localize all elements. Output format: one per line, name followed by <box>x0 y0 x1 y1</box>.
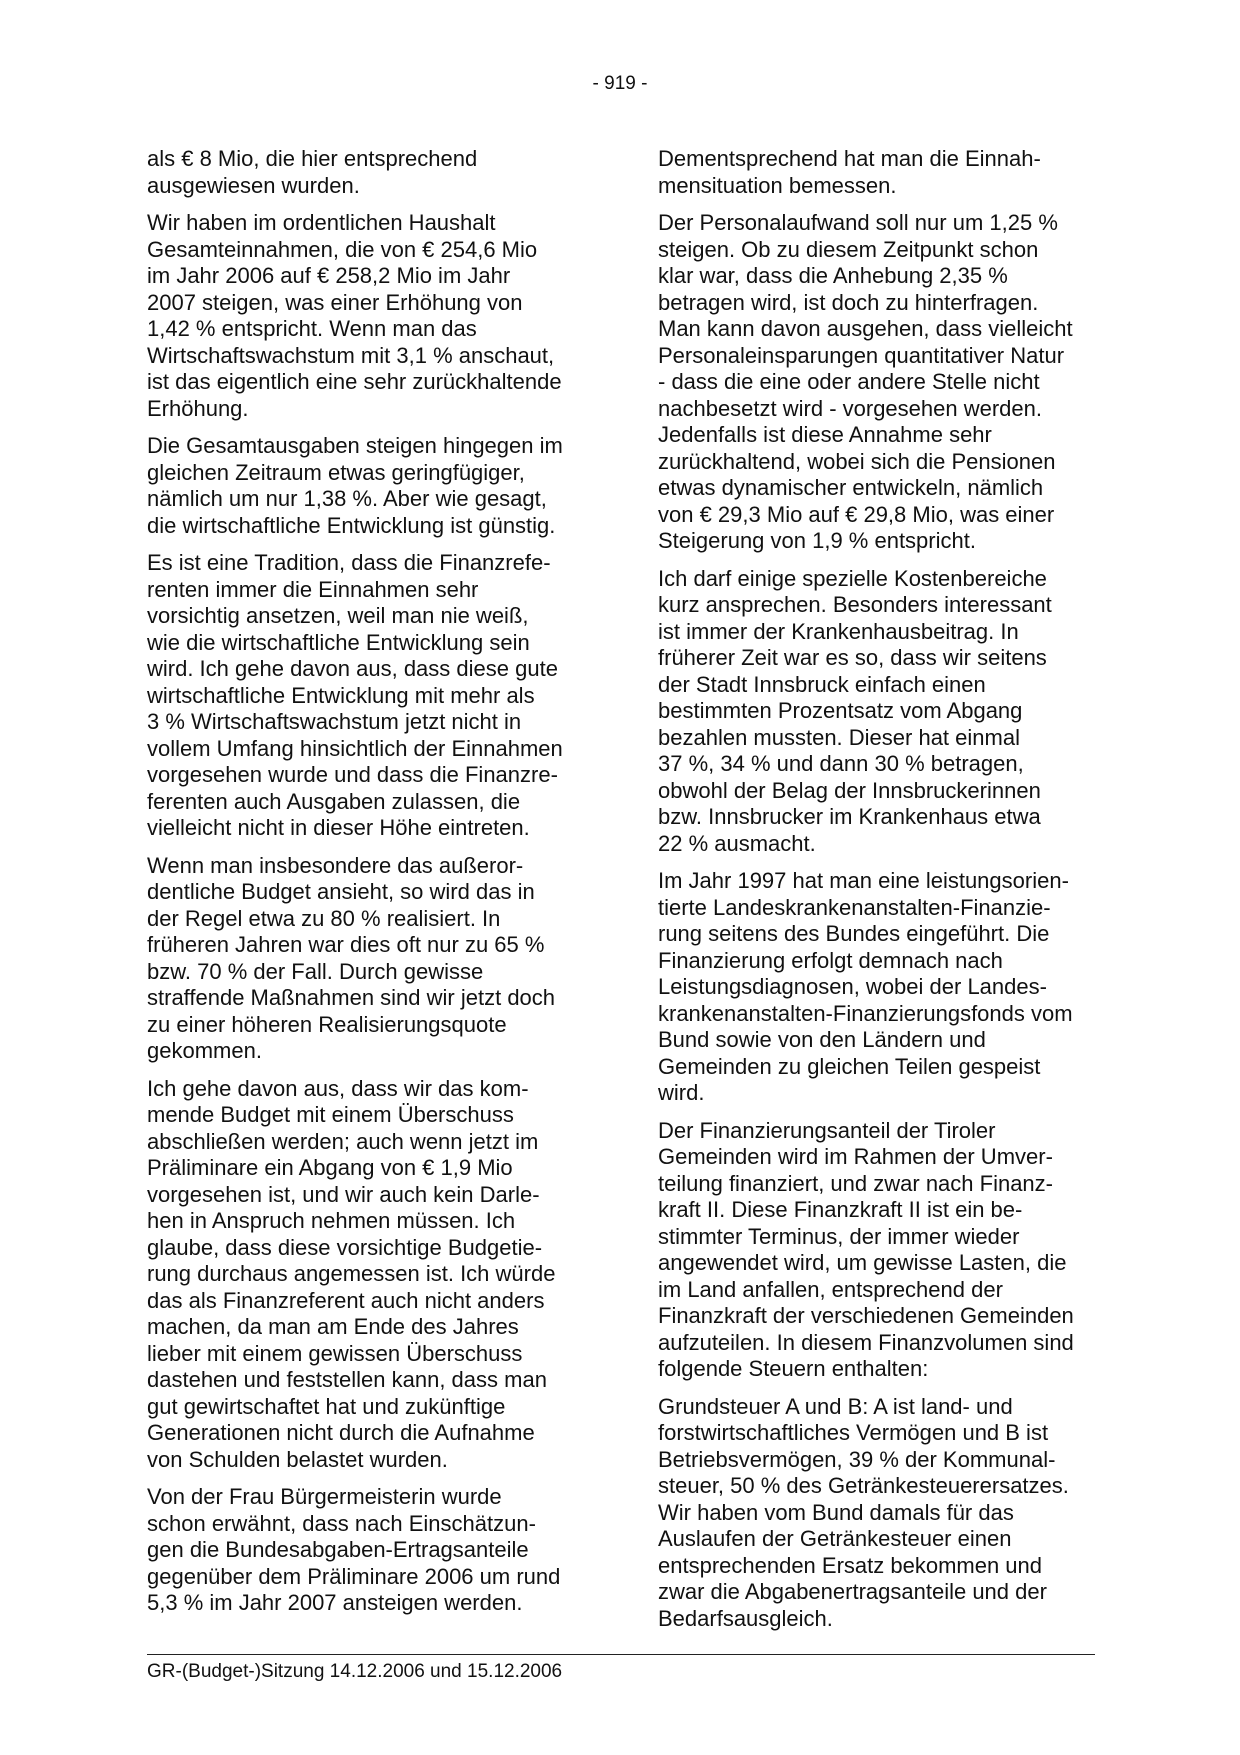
text-line: Die Gesamtausgaben steigen hingegen im <box>147 433 563 458</box>
text-line: klar war, dass die Anhebung 2,35 % <box>658 263 1008 288</box>
text-line: zurückhaltend, wobei sich die Pensionen <box>658 448 1056 474</box>
text-line: der Stadt Innsbruck einfach einen <box>658 671 986 697</box>
footer-rule <box>147 1654 1095 1655</box>
text-line: abschließen werden; auch wenn jetzt im <box>147 1128 539 1154</box>
left-column <box>147 146 602 1628</box>
text-line: nämlich um nur 1,38 %. Aber wie gesagt, <box>147 486 547 511</box>
text-line: renten immer die Einnahmen sehr <box>147 576 479 602</box>
text-line: - dass die eine oder andere Stelle nicht <box>658 369 1040 394</box>
text-line: bzw. Innsbrucker im Krankenhaus etwa <box>658 804 1041 829</box>
text-line: Der Finanzierungsanteil der Tiroler <box>658 1117 996 1143</box>
text-line: Im Jahr 1997 hat man eine leistungsorien- <box>658 868 1069 893</box>
text-line: Ich darf einige spezielle Kostenbereiche <box>658 565 1047 591</box>
text-line: das als Finanzreferent auch nicht anders <box>147 1287 545 1313</box>
text-line: dastehen und feststellen kann, dass man <box>147 1367 547 1392</box>
text-line: betragen wird, ist doch zu hinterfragen. <box>658 289 1039 315</box>
text-line: zwar die Abgabenertragsanteile und der <box>658 1579 1047 1604</box>
text-line: von Schulden belastet wurden. <box>147 1446 448 1472</box>
text-line: Es ist eine Tradition, dass die Finanzrefe- <box>147 550 551 575</box>
text-line: mende Budget mit einem Überschuss <box>147 1102 514 1127</box>
paragraph <box>658 868 1113 1107</box>
text-line: Erhöhung. <box>147 395 249 421</box>
text-line: 3 % Wirtschaftswachstum jetzt nicht in <box>147 709 522 734</box>
text-line: folgende Steuern enthalten: <box>658 1356 929 1381</box>
text-line: kraft II. Diese Finanzkraft II ist ein be- <box>658 1197 1023 1222</box>
text-line: bezahlen mussten. Dieser hat einmal <box>658 724 1020 750</box>
text-line: Wenn man insbesondere das außeror- <box>147 852 524 878</box>
text-line: kurz ansprechen. Besonders interessant <box>658 592 1052 617</box>
text-line: gleichen Zeitraum etwas geringfügiger, <box>147 459 525 485</box>
paragraph <box>658 1394 1113 1633</box>
text-line: früheren Jahren war dies oft nur zu 65 % <box>147 932 545 957</box>
text-line: Von der Frau Bürgermeisterin wurde <box>147 1484 502 1509</box>
text-line: Betriebsvermögen, 39 % der Kommunal- <box>658 1446 1056 1472</box>
text-line: entsprechenden Ersatz bekommen und <box>658 1552 1043 1578</box>
text-line: vollem Umfang hinsichtlich der Einnahmen <box>147 735 563 761</box>
text-line: Grundsteuer A und B: A ist land- und <box>658 1393 1013 1419</box>
text-line: Gemeinden wird im Rahmen der Umver- <box>658 1144 1053 1169</box>
text-line: etwas dynamischer entwickeln, nämlich <box>658 475 1044 500</box>
text-line: Jedenfalls ist diese Annahme sehr <box>658 422 992 447</box>
text-line: von € 29,3 Mio auf € 29,8 Mio, was einer <box>658 501 1055 527</box>
text-line: mensituation bemessen. <box>658 172 897 198</box>
text-line: 5,3 % im Jahr 2007 ansteigen werden. <box>147 1590 523 1615</box>
text-line: 1,42 % entspricht. Wenn man das <box>147 316 477 341</box>
text-line: Gesamteinnahmen, die von € 254,6 Mio <box>147 236 538 262</box>
text-line: schon erwähnt, dass nach Einschätzun- <box>147 1510 536 1536</box>
text-line: die wirtschaftliche Entwicklung ist günstig. <box>147 512 556 538</box>
right-column <box>658 146 1113 1643</box>
paragraph <box>147 1484 602 1617</box>
text-line: Gemeinden zu gleichen Teilen gespeist <box>658 1053 1041 1079</box>
text-line: wird. Ich gehe davon aus, dass diese gute <box>147 656 558 681</box>
text-line: Steigerung von 1,9 % entspricht. <box>658 528 976 553</box>
text-line: als € 8 Mio, die hier entsprechend <box>147 146 478 171</box>
text-line: krankenanstalten-Finanzierungsfonds vom <box>658 1000 1073 1026</box>
text-line: ist immer der Krankenhausbeitrag. In <box>658 618 1019 644</box>
text-line: Dementsprechend hat man die Einnah- <box>658 146 1041 171</box>
text-line: Finanzkraft der verschiedenen Gemeinden <box>658 1303 1074 1328</box>
text-line: machen, da man am Ende des Jahres <box>147 1314 519 1339</box>
text-line: wirtschaftliche Entwicklung mit mehr als <box>147 682 535 708</box>
text-line: ferenten auch Ausgaben zulassen, die <box>147 788 521 814</box>
text-line: aufzuteilen. In diesem Finanzvolumen sind <box>658 1329 1074 1355</box>
text-line: Bund sowie von den Ländern und <box>658 1027 986 1052</box>
text-line: gen die Bundesabgaben-Ertragsanteile <box>147 1537 529 1562</box>
text-line: vorgesehen ist, und wir auch kein Darle- <box>147 1181 540 1207</box>
text-line: Präliminare ein Abgang von € 1,9 Mio <box>147 1155 513 1180</box>
text-line: 2007 steigen, was einer Erhöhung von <box>147 289 523 315</box>
paragraph <box>147 550 602 842</box>
text-line: ausgewiesen wurden. <box>147 172 360 198</box>
text-line: wie die wirtschaftliche Entwicklung sein <box>147 629 530 655</box>
text-line: gut gewirtschaftet hat und zukünftige <box>147 1393 506 1419</box>
text-line: forstwirtschaftliches Vermögen und B ist <box>658 1420 1049 1445</box>
text-line: gekommen. <box>147 1038 262 1063</box>
text-line: 22 % ausmacht. <box>658 830 816 856</box>
text-line: Generationen nicht durch die Aufnahme <box>147 1420 535 1445</box>
text-line: Leistungsdiagnosen, wobei der Landes- <box>658 974 1047 999</box>
text-line: Wirtschaftswachstum mit 3,1 % anschaut, <box>147 342 555 368</box>
text-line: nachbesetzt wird - vorgesehen werden. <box>658 395 1042 421</box>
text-line: lieber mit einem gewissen Überschuss <box>147 1340 523 1366</box>
paragraph <box>147 210 602 422</box>
text-line: Finanzierung erfolgt demnach nach <box>658 947 1003 973</box>
text-line: hen in Anspruch nehmen müssen. Ich <box>147 1208 516 1233</box>
text-line: steuer, 50 % des Getränkesteuerersatzes. <box>658 1473 1069 1498</box>
text-line: wird. <box>658 1080 705 1105</box>
text-line: obwohl der Belag der Innsbruckerinnen <box>658 777 1041 803</box>
text-line: glaube, dass diese vorsichtige Budgetie- <box>147 1234 543 1260</box>
text-line: rung durchaus angemessen ist. Ich würde <box>147 1261 556 1286</box>
paragraph <box>658 146 1113 199</box>
paragraph <box>658 1118 1113 1383</box>
paragraph <box>147 1076 602 1474</box>
paragraph <box>147 433 602 539</box>
text-line: Wir haben im ordentlichen Haushalt <box>147 210 496 235</box>
paragraph <box>147 146 602 199</box>
text-line: der Regel etwa zu 80 % realisiert. In <box>147 905 501 931</box>
paragraph <box>658 210 1113 555</box>
text-line: stimmter Terminus, der immer wieder <box>658 1223 1020 1249</box>
text-line: Personaleinsparungen quantitativer Natur <box>658 342 1065 368</box>
text-line: bzw. 70 % der Fall. Durch gewisse <box>147 958 484 984</box>
text-line: Ich gehe davon aus, dass wir das kom- <box>147 1075 529 1101</box>
text-line: im Jahr 2006 auf € 258,2 Mio im Jahr <box>147 263 511 288</box>
text-line: vielleicht nicht in dieser Höhe eintreten. <box>147 815 530 840</box>
text-line: Man kann davon ausgehen, dass vielleicht <box>658 316 1073 341</box>
text-line: Bedarfsausgleich. <box>658 1605 833 1631</box>
text-line: straffende Maßnahmen sind wir jetzt doch <box>147 985 556 1010</box>
paragraph <box>147 853 602 1065</box>
text-line: teilung finanziert, und zwar nach Finanz- <box>658 1170 1053 1196</box>
text-line: steigen. Ob zu diesem Zeitpunkt schon <box>658 236 1039 262</box>
text-line: bestimmten Prozentsatz vom Abgang <box>658 698 1023 723</box>
text-line: im Land anfallen, entsprechend der <box>658 1276 1003 1302</box>
text-line: zu einer höheren Realisierungsquote <box>147 1011 507 1037</box>
paragraph <box>658 566 1113 858</box>
text-line: rung seitens des Bundes eingeführt. Die <box>658 921 1050 946</box>
text-line: angewendet wird, um gewisse Lasten, die <box>658 1250 1067 1275</box>
text-line: gegenüber dem Präliminare 2006 um rund <box>147 1563 561 1589</box>
text-line: tierte Landeskrankenanstalten-Finanzie- <box>658 894 1051 920</box>
text-line: 37 %, 34 % und dann 30 % betragen, <box>658 751 1024 776</box>
text-line: Wir haben vom Bund damals für das <box>658 1499 1014 1525</box>
text-line: ist das eigentlich eine sehr zurückhaltende <box>147 369 562 394</box>
footer-text: GR-(Budget-)Sitzung 14.12.2006 und 15.12.2006 <box>147 1661 563 1682</box>
text-line: vorgesehen wurde und dass die Finanzre- <box>147 762 558 787</box>
page-number: - 919 - <box>592 73 648 94</box>
text-line: früherer Zeit war es so, dass wir seitens <box>658 645 1047 670</box>
text-line: Auslaufen der Getränkesteuer einen <box>658 1526 1012 1551</box>
text-line: vorsichtig ansetzen, weil man nie weiß, <box>147 603 529 628</box>
text-line: dentliche Budget ansieht, so wird das in <box>147 879 535 904</box>
text-line: Der Personalaufwand soll nur um 1,25 % <box>658 210 1058 235</box>
